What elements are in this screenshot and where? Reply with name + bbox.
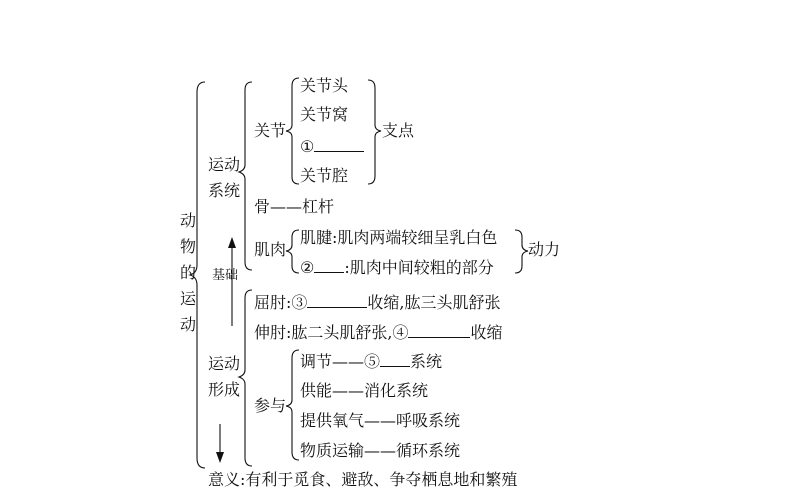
joint-part-socket: 关节窝 bbox=[300, 105, 349, 124]
muscle-label: 肌肉 bbox=[254, 240, 287, 259]
formation-label: 运动形成 bbox=[208, 354, 241, 399]
up-arrowhead bbox=[228, 237, 236, 248]
joint-part-head: 关节头 bbox=[300, 76, 349, 95]
muscle-belly bbox=[300, 258, 494, 277]
title-text: 动物的运动 bbox=[179, 211, 196, 334]
system-label: 运动系统 bbox=[208, 155, 241, 200]
joint-role: 支点 bbox=[382, 121, 415, 140]
muscle-role: 动力 bbox=[528, 240, 561, 259]
blank-1-line bbox=[314, 137, 364, 152]
blank-1-number: ① bbox=[300, 137, 315, 156]
participate-oxygen: 提供氧气——呼吸系统 bbox=[300, 411, 461, 430]
joint-part-blank-1 bbox=[300, 137, 364, 156]
extend-row bbox=[254, 323, 503, 342]
blank-4-line bbox=[408, 323, 470, 338]
participate-regulate bbox=[300, 352, 442, 371]
participate-energy: 供能——消化系统 bbox=[300, 381, 429, 400]
blank-2-line bbox=[314, 258, 344, 273]
joint-brace bbox=[286, 78, 299, 184]
bone-row: 骨——杠杆 bbox=[254, 197, 335, 216]
blank-3-line bbox=[307, 293, 367, 308]
participate-transport: 物质运输——循环系统 bbox=[300, 441, 461, 460]
flex-prefix: 屈肘:③ bbox=[254, 293, 308, 312]
joint-close-brace bbox=[368, 80, 381, 184]
muscle-belly-desc: :肌肉中间较粗的部分 bbox=[344, 258, 494, 277]
significance-row: 意义:有利于觅食、避敌、争夺栖息地和繁殖 bbox=[208, 470, 518, 489]
participate-brace bbox=[286, 350, 299, 460]
flex-row bbox=[254, 293, 501, 312]
participate-label: 参与 bbox=[254, 396, 287, 415]
flex-suffix: 收缩,肱三头肌舒张 bbox=[367, 293, 501, 312]
blank-5-line bbox=[380, 352, 410, 367]
extend-prefix: 伸肘:肱二头肌舒张,④ bbox=[254, 323, 409, 342]
link-label: 基础 bbox=[211, 268, 238, 283]
muscle-brace bbox=[286, 230, 299, 273]
regulate-prefix: 调节——⑤ bbox=[300, 352, 381, 371]
extend-suffix: 收缩 bbox=[470, 323, 503, 342]
diagram-title bbox=[179, 208, 197, 338]
blank-2-number: ② bbox=[300, 258, 315, 277]
regulate-suffix: 系统 bbox=[410, 352, 443, 371]
joint-part-cavity: 关节腔 bbox=[300, 166, 349, 185]
joint-label: 关节 bbox=[254, 121, 287, 140]
muscle-tendon: 肌腱:肌肉两端较细呈乳白色 bbox=[300, 228, 498, 247]
down-arrowhead bbox=[216, 452, 224, 463]
muscle-close-brace bbox=[515, 230, 528, 273]
